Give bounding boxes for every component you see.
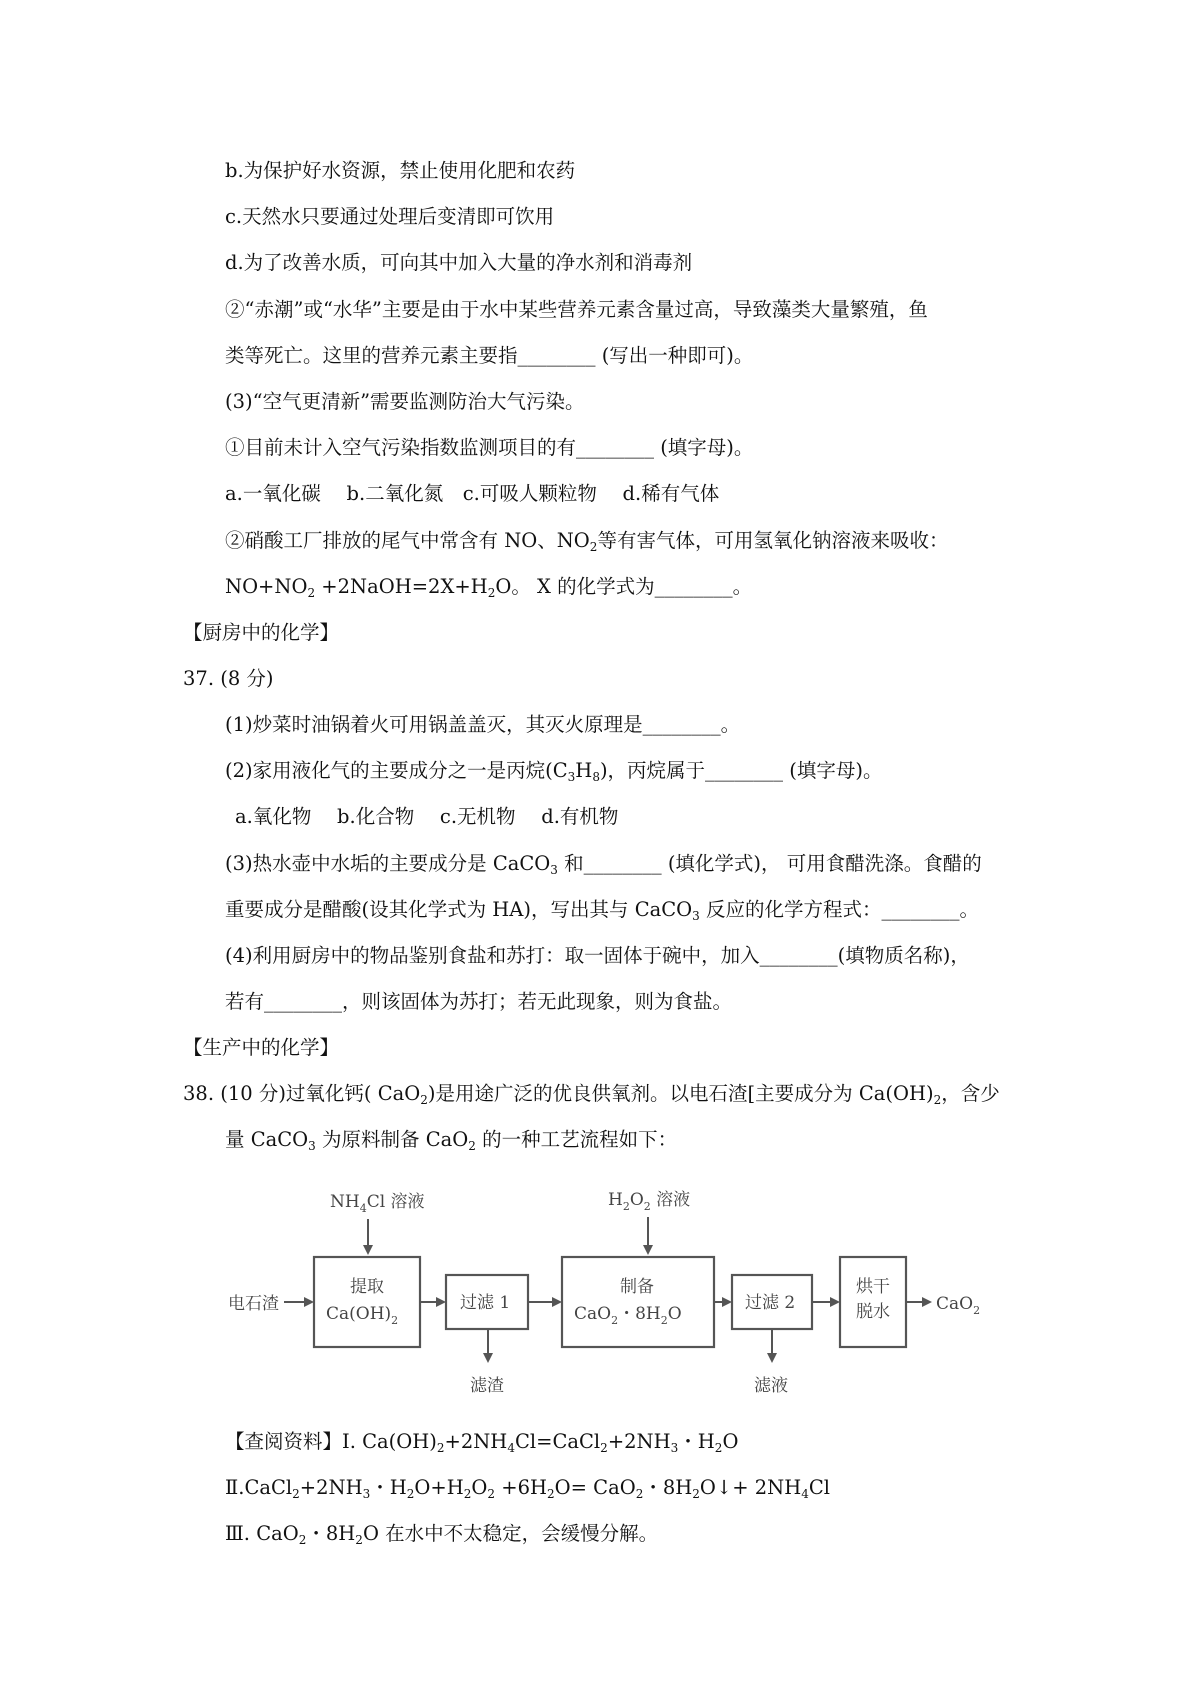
flow-input-nh4cl: $NH_4Cl$ 溶液 (330, 1192, 425, 1215)
question-37-4: (4)利用厨房中的物品鉴别食盐和苏打：取一固体于碗中，加入________(填物质名称)， (225, 944, 970, 967)
question-3-title: (3)“空气更清新”需要监测防治大气污染。 (225, 390, 585, 413)
question-37-2-options: a.氧化物 b.化合物 c.无机物 d.有机物 (235, 805, 619, 828)
question-2-text: ②“赤潮”或“水华”主要是由于水中某些营养元素含量过高，导致藻类大量繁殖，鱼 (225, 298, 928, 321)
flow-box-dry-label2: 脱水 (856, 1302, 890, 1322)
flow-box-extract (314, 1257, 420, 1347)
question-37-3-cont: 重要成分是醋酸(设其化学式为 HA)，写出其与 CaCO$_3$ 反应的化学方程式：________。 (225, 898, 979, 923)
question-3-2: ②硝酸工厂排放的尾气中常含有 NO、$NO_2$等有害气体，可用氢氧化钠溶液来吸收： (225, 529, 949, 554)
flow-box-prepare (562, 1257, 714, 1347)
question-3-options: a.一氧化碳 b.二氧化氮 c.可吸人颗粒物 d.稀有气体 (225, 482, 720, 505)
process-flowchart (228, 1187, 1048, 1415)
reference-1: 【查阅资料】I. $Ca(OH)_2+2NH_4Cl=CaCl_2+2NH_3$・$H_2O$ (225, 1430, 739, 1455)
flow-output-cao2: CaO$_2$ (936, 1294, 981, 1317)
question-2-text-cont: 类等死亡。这里的营养元素主要指________ (写出一种即可)。 (225, 344, 754, 367)
flow-box-extract-label2: $Ca(OH)_2$ (326, 1304, 399, 1327)
question-3-equation: $NO+NO_2$ $+2NaOH=2X+H_2O$。 X 的化学式为________。 (225, 575, 753, 600)
question-37-4-cont: 若有________，则该固体为苏打；若无此现象，则为食盐。 (225, 990, 733, 1013)
option-d: d.为了改善水质，可向其中加入大量的净水剂和消毒剂 (225, 251, 693, 274)
reference-3: Ⅲ. CaO$_2$・$8H_2O$ 在水中不太稳定，会缓慢分解。 (225, 1522, 659, 1547)
question-37-2: (2)家用液化气的主要成分之一是丙烷$(C_3H_8)$，丙烷属于________ (填字母)。 (225, 759, 883, 784)
flow-box-extract-label1: 提取 (350, 1277, 384, 1297)
section-kitchen-heading: 【厨房中的化学】 (183, 621, 340, 644)
question-38-title: 38. (10 分)过氧化钙( CaO$_2$)是用途广泛的优良供氧剂。以电石渣[主要成分为 $Ca(OH)_2$，含少 (183, 1082, 1000, 1107)
option-b: b.为保护好水资源，禁止使用化肥和农药 (225, 159, 576, 182)
question-37-title: 37. (8 分) (183, 667, 274, 690)
question-37-3: (3)热水壶中水垢的主要成分是 CaCO$_3$ 和________ (填化学式)， 可用食醋洗涤。食醋的 (225, 852, 982, 877)
question-3-1: ①目前未计入空气污染指数监测项目的有________ (填字母)。 (225, 436, 754, 459)
flow-box-prepare-label1: 制备 (620, 1277, 654, 1297)
reference-2: $Ⅱ.CaCl_2+2NH_3$・$H_2O+H_2O_2 +6H_2O= CaO_2$・$8H_2O↓+ 2NH_4Cl$ (225, 1476, 831, 1501)
flow-box-dry-label1: 烘干 (856, 1277, 890, 1297)
flow-out-filtrate: 滤液 (754, 1376, 788, 1396)
flow-box-filter-1-label: 过滤 1 (460, 1293, 511, 1313)
flow-box-prepare-label2: CaO$_2$・$8H_2O$ (574, 1304, 682, 1327)
option-c: c.天然水只要通过处理后变清即可饮用 (225, 205, 555, 228)
flow-input-h2o2: $H_2O_2$ 溶液 (608, 1190, 691, 1213)
question-37-1: (1)炒菜时油锅着火可用锅盖盖灭，其灭火原理是________。 (225, 713, 741, 736)
question-38-cont: 量 CaCO$_3$ 为原料制备 CaO$_2$ 的一种工艺流程如下： (225, 1128, 678, 1153)
flow-out-residue: 滤渣 (470, 1376, 504, 1396)
flow-start-label: 电石渣 (228, 1294, 279, 1314)
flow-box-filter-2-label: 过滤 2 (745, 1293, 796, 1313)
section-production-heading: 【生产中的化学】 (183, 1036, 340, 1059)
